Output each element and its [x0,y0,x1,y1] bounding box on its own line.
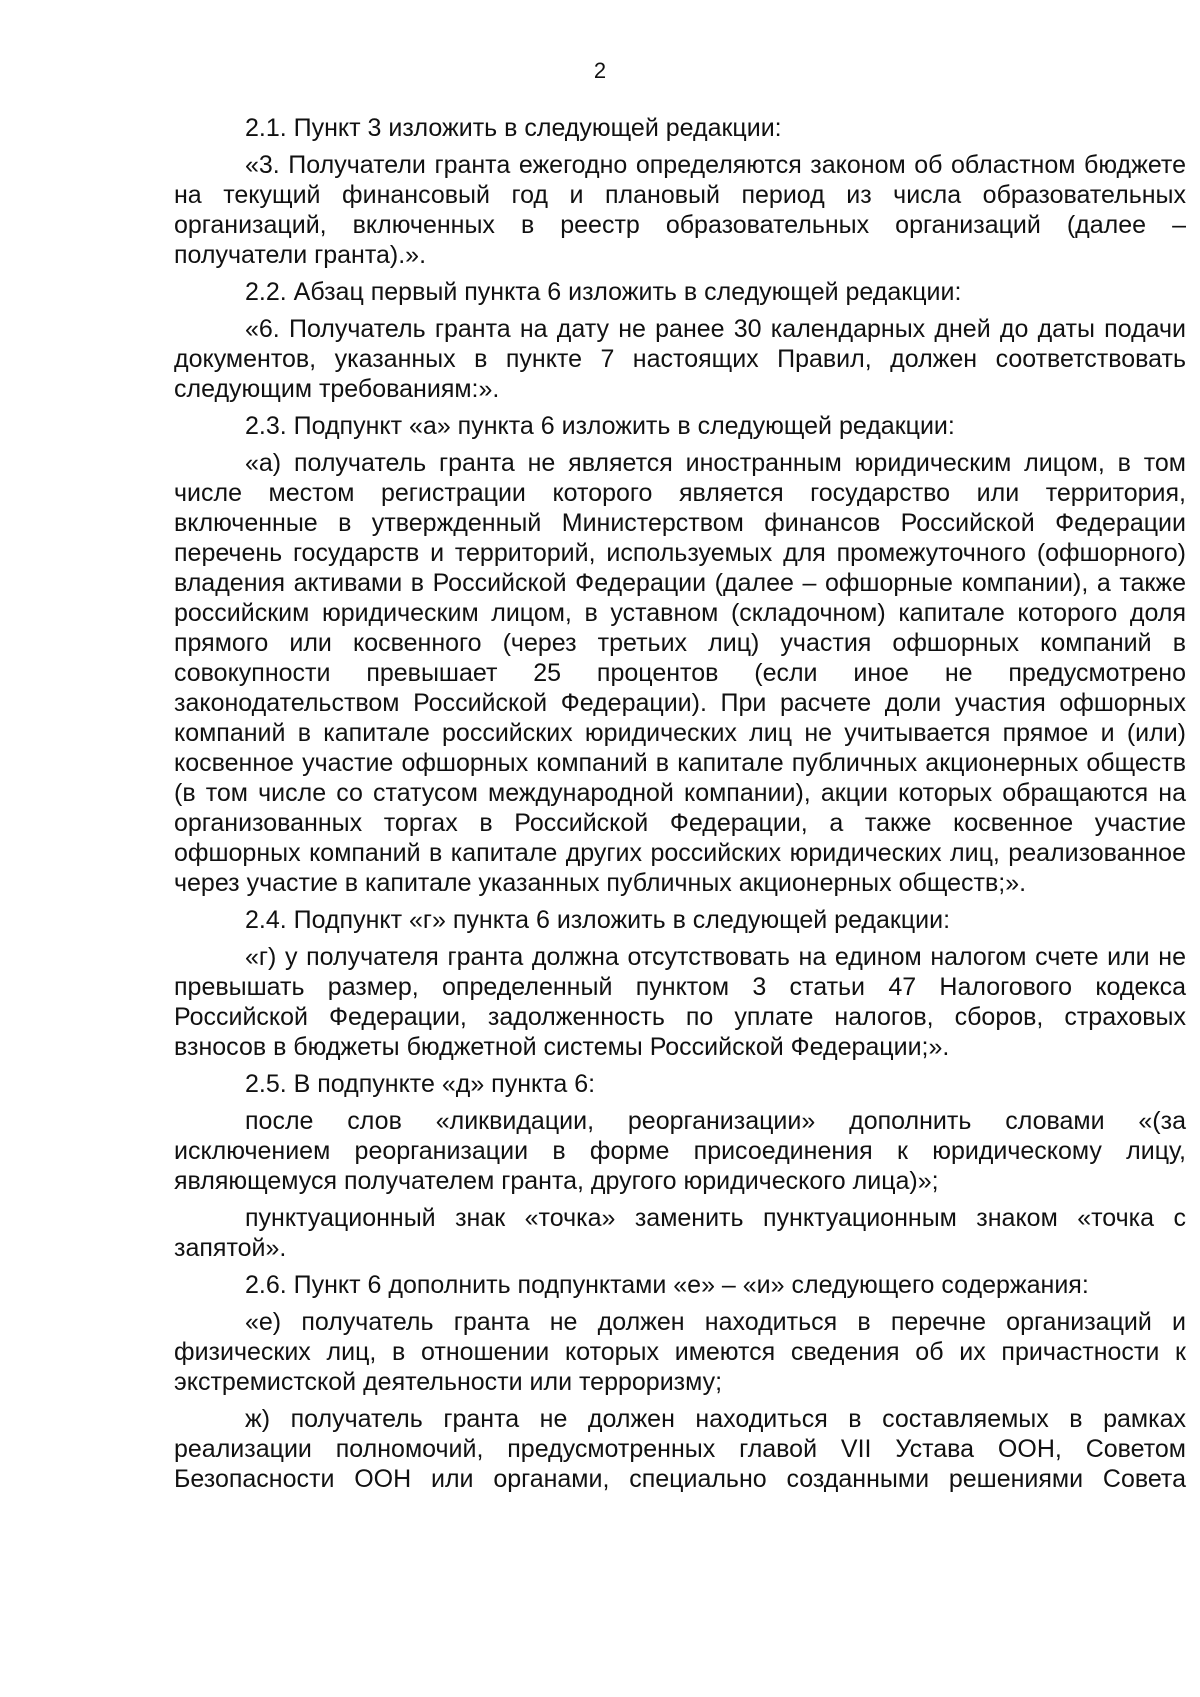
paragraph-quote-3: «3. Получатели гранта ежегодно определяются законом об областном бюджете на текущий финансовый год и плановый период из числа образовательных организаций, включенных в реестр образовательных организаций (далее – получатели гранта).». [174,151,1186,269]
paragraph-quote-6: «6. Получатель гранта на дату не ранее 30 календарных дней до даты подачи документов, указанных в пункте 7 настоящих Правил, должен соответствовать следующим требованиям:». [174,315,1186,403]
paragraph-2-1: 2.1. Пункт 3 изложить в следующей редакции: [245,114,782,142]
paragraph-2-3: 2.3. Подпункт «а» пункта 6 изложить в следующей редакции: [245,412,955,440]
paragraph-2-2: 2.2. Абзац первый пункта 6 изложить в следующей редакции: [245,278,962,306]
paragraph-2-5: 2.5. В подпункте «д» пункта 6: [245,1070,596,1098]
paragraph-subitem-zh: ж) получатель гранта не должен находиться в составляемых в рамках реализации полномочий, предусмотренных главой VII Устава ООН, Советом Безопасности ООН или органами, специально созданными решениями Совета [174,1405,1186,1493]
paragraph-punctuation: пунктуационный знак «точка» заменить пунктуационным знаком «точка с запятой». [174,1204,1186,1262]
paragraph-subitem-e: «е) получатель гранта не должен находиться в перечне организаций и физических лиц, в отношении которых имеются сведения об их причастности к экстремистской деятельности или терроризму; [174,1308,1186,1396]
page-number: 2 [593,58,607,83]
paragraph-2-6: 2.6. Пункт 6 дополнить подпунктами «е» – «и» следующего содержания: [245,1271,1089,1299]
paragraph-after-words: после слов «ликвидации, реорганизации» дополнить словами «(за исключением реорганизации в форме присоединения к юридическому лицу, являющемуся получателем гранта, другого юридического лица)»; [174,1107,1186,1195]
paragraph-2-4: 2.4. Подпункт «г» пункта 6 изложить в следующей редакции: [245,906,951,934]
document-body [174,113,1186,1501]
paragraph-subitem-a: «а) получатель гранта не является иностранным юридическим лицом, в том числе местом регистрации которого является государство или территория, включенные в утвержденный Министерством финансов Российской Федерации перечень государств и территорий, используемых для промежуточного (офшорного) владения активами в Российской Федерации (далее – офшорные компании), а также российским юридическим лицом, в уставном (складочном) капитале которого доля прямого или косвенного (через третьих лиц) участия офшорных компаний в совокупности превышает 25 процентов (если иное не предусмотрено законодательством Российской Федерации). При расчете доли участия офшорных компаний в капитале российских юридических лиц не учитывается прямое и (или) косвенное участие офшорных компаний в капитале публичных акционерных обществ (в том числе со статусом международной компании), акции которых обращаются на организованных торгах в Российской Федерации, а также косвенное участие офшорных компаний в капитале других российских юридических лиц, реализованное через участие в капитале указанных публичных акционерных обществ;». [174,449,1186,897]
paragraph-subitem-g: «г) у получателя гранта должна отсутствовать на едином налогом счете или не превышать размер, определенный пунктом 3 статьи 47 Налогового кодекса Российской Федерации, задолженность по уплате налогов, сборов, страховых взносов в бюджеты бюджетной системы Российской Федерации;». [174,943,1186,1061]
